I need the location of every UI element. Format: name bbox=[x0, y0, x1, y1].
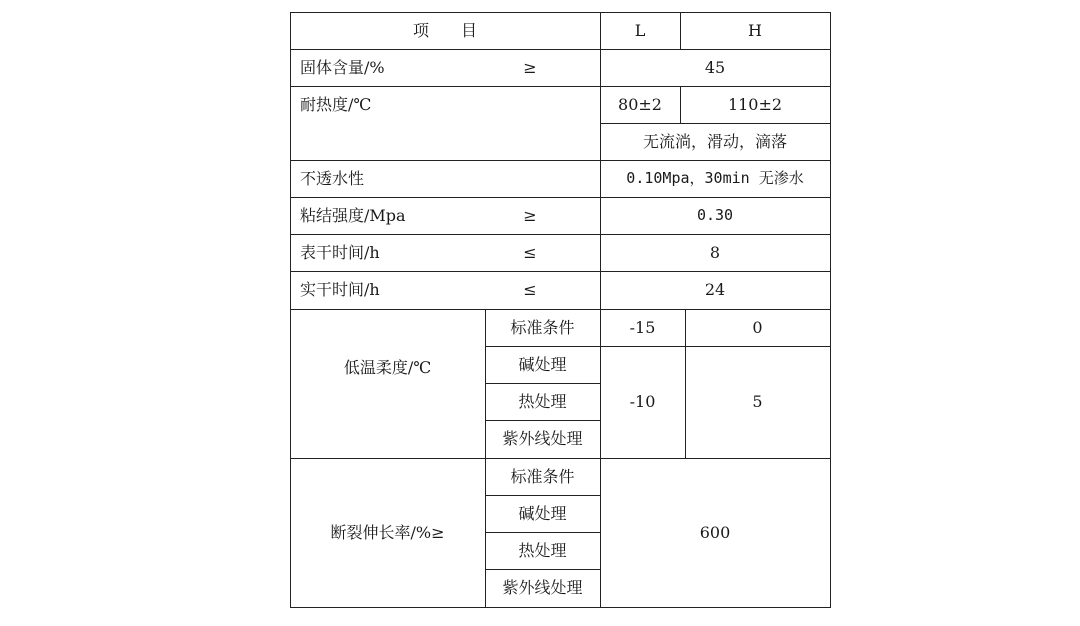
row-value: 45 bbox=[704, 57, 726, 77]
condition-cell: 碱处理 bbox=[518, 503, 567, 523]
value-standard-L: -15 bbox=[629, 317, 656, 337]
row-symbol: ≥ bbox=[523, 57, 537, 77]
value-treated-L: -10 bbox=[629, 392, 656, 411]
value-standard-H: 0 bbox=[752, 317, 763, 337]
row-symbol: ≤ bbox=[523, 280, 537, 299]
row-value-result: 无流淌，滑动，滴落 bbox=[642, 131, 787, 151]
group-label: 断裂伸长率/%≥ bbox=[330, 522, 445, 542]
value-treated-H: 5 bbox=[752, 392, 763, 411]
row-value-H: 110±2 bbox=[727, 94, 783, 114]
condition-cell: 紫外线处理 bbox=[502, 429, 583, 448]
spec-table bbox=[290, 12, 831, 608]
header-H: H bbox=[748, 20, 762, 40]
row-label: 实干时间/h bbox=[300, 280, 380, 299]
row-value: 24 bbox=[704, 280, 726, 299]
row-label: 固体含量/% bbox=[300, 57, 385, 77]
row-value-L: 80±2 bbox=[618, 94, 662, 114]
condition-cell: 热处理 bbox=[518, 540, 567, 560]
row-symbol: ≥ bbox=[523, 205, 537, 225]
condition-cell: 紫外线处理 bbox=[502, 578, 583, 597]
header-item: 项 目 bbox=[412, 20, 477, 40]
row-value: 0.30 bbox=[696, 206, 734, 224]
condition-cell: 标准条件 bbox=[510, 466, 575, 486]
row-label: 耐热度/℃ bbox=[300, 94, 372, 114]
row-value: 600 bbox=[699, 522, 731, 542]
row-label: 粘结强度/Mpa bbox=[300, 205, 406, 225]
row-label: 表干时间/h bbox=[300, 242, 380, 262]
condition-cell: 标准条件 bbox=[510, 317, 575, 337]
rule-bottom bbox=[290, 607, 831, 608]
row-symbol: ≤ bbox=[523, 242, 537, 262]
condition-cell: 热处理 bbox=[518, 391, 567, 411]
condition-cell: 碱处理 bbox=[518, 354, 567, 374]
row-value: 0.10Mpa，30min 无渗水 bbox=[626, 169, 804, 187]
group-label: 低温柔度/℃ bbox=[343, 358, 432, 377]
row-label: 不透水性 bbox=[300, 168, 365, 188]
rule-right bbox=[830, 12, 831, 608]
header-L: L bbox=[634, 20, 646, 40]
row-value: 8 bbox=[709, 242, 721, 262]
